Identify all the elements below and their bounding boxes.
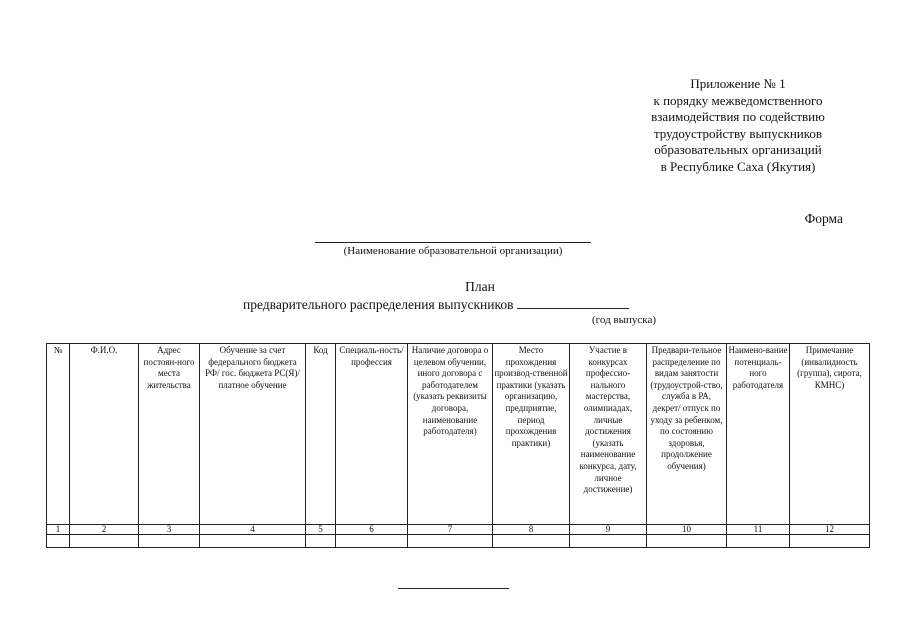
blank-cell[interactable] <box>200 535 306 548</box>
column-number-cell: 4 <box>200 525 306 535</box>
column-number-cell: 9 <box>570 525 647 535</box>
appendix-line: трудоустройству выпускников <box>653 125 823 141</box>
column-number-row <box>47 525 870 535</box>
column-number-cell: 1 <box>47 525 70 535</box>
plan-title: План <box>465 279 495 294</box>
plan-subtitle: предварительного распределения выпускников <box>243 297 514 312</box>
column-number-cell: 11 <box>727 525 790 535</box>
column-number-cell: 6 <box>336 525 408 535</box>
header-cell: Наличие договора о целевом обучении, иного договора с работодателем (указать реквизиты договора, наименование работодателя) <box>408 344 493 525</box>
appendix-line: в Республике Саха (Якутия) <box>660 158 816 174</box>
appendix-header <box>590 76 886 175</box>
appendix-line: Приложение № 1 <box>690 76 786 91</box>
header-row <box>47 344 870 525</box>
plan-subtitle-row <box>243 296 629 313</box>
appendix-line: взаимодействия по содействию <box>651 109 825 124</box>
org-name-caption: (Наименование образовательной организации) <box>343 245 563 257</box>
header-cell: Адрес постоян-ного места жительства <box>139 344 200 525</box>
blank-cell[interactable] <box>408 535 493 548</box>
blank-cell[interactable] <box>306 535 336 548</box>
org-name-line <box>315 242 591 243</box>
form-label: Форма <box>804 211 843 226</box>
header-cell: Примечание (инвалидность (группа), сирота, КМНС) <box>790 344 870 525</box>
header-cell: № <box>47 344 70 525</box>
year-line <box>517 296 629 309</box>
column-number-cell: 10 <box>647 525 727 535</box>
blank-cell[interactable] <box>493 535 570 548</box>
header-cell: Обучение за счет федерального бюджета РФ/ гос. бюджета РС(Я)/ платное обучение <box>200 344 306 525</box>
column-number-cell: 8 <box>493 525 570 535</box>
header-cell: Специаль-ность/ профессия <box>336 344 408 525</box>
column-number-cell: 3 <box>139 525 200 535</box>
appendix-line: образовательных организаций <box>654 142 822 157</box>
header-cell: Участие в конкурсах профессио-нального мастерства, олимпиадах, личные достижения (указать наименование конкурса, дату, личное достижение) <box>570 344 647 525</box>
footer-separator-line <box>398 588 509 589</box>
column-number-cell: 7 <box>408 525 493 535</box>
appendix-line: к порядку межведомственного <box>653 92 823 108</box>
header-cell: Предвари-тельное распределение по видам занятости (трудоустрой-ство, служба в РА, декрет/ отпуск по уходу за ребенком, по состоянию здоровья, продолжение обучения) <box>647 344 727 525</box>
header-cell: Наимено-вание потенциаль-ного работодателя <box>727 344 790 525</box>
blank-cell[interactable] <box>70 535 139 548</box>
blank-cell[interactable] <box>790 535 870 548</box>
distribution-table <box>46 343 870 548</box>
column-number-cell: 12 <box>790 525 870 535</box>
header-cell: Место прохождения производ-ственной практики (указать организацию, предприятие, период прохождения практики) <box>493 344 570 525</box>
year-caption: (год выпуска) <box>592 314 657 326</box>
blank-cell[interactable] <box>647 535 727 548</box>
blank-cell[interactable] <box>570 535 647 548</box>
blank-data-row <box>47 535 870 548</box>
column-number-cell: 2 <box>70 525 139 535</box>
blank-cell[interactable] <box>336 535 408 548</box>
blank-cell[interactable] <box>139 535 200 548</box>
blank-cell[interactable] <box>47 535 70 548</box>
header-cell: Ф.И.О. <box>70 344 139 525</box>
header-cell: Код <box>306 344 336 525</box>
blank-cell[interactable] <box>727 535 790 548</box>
column-number-cell: 5 <box>306 525 336 535</box>
